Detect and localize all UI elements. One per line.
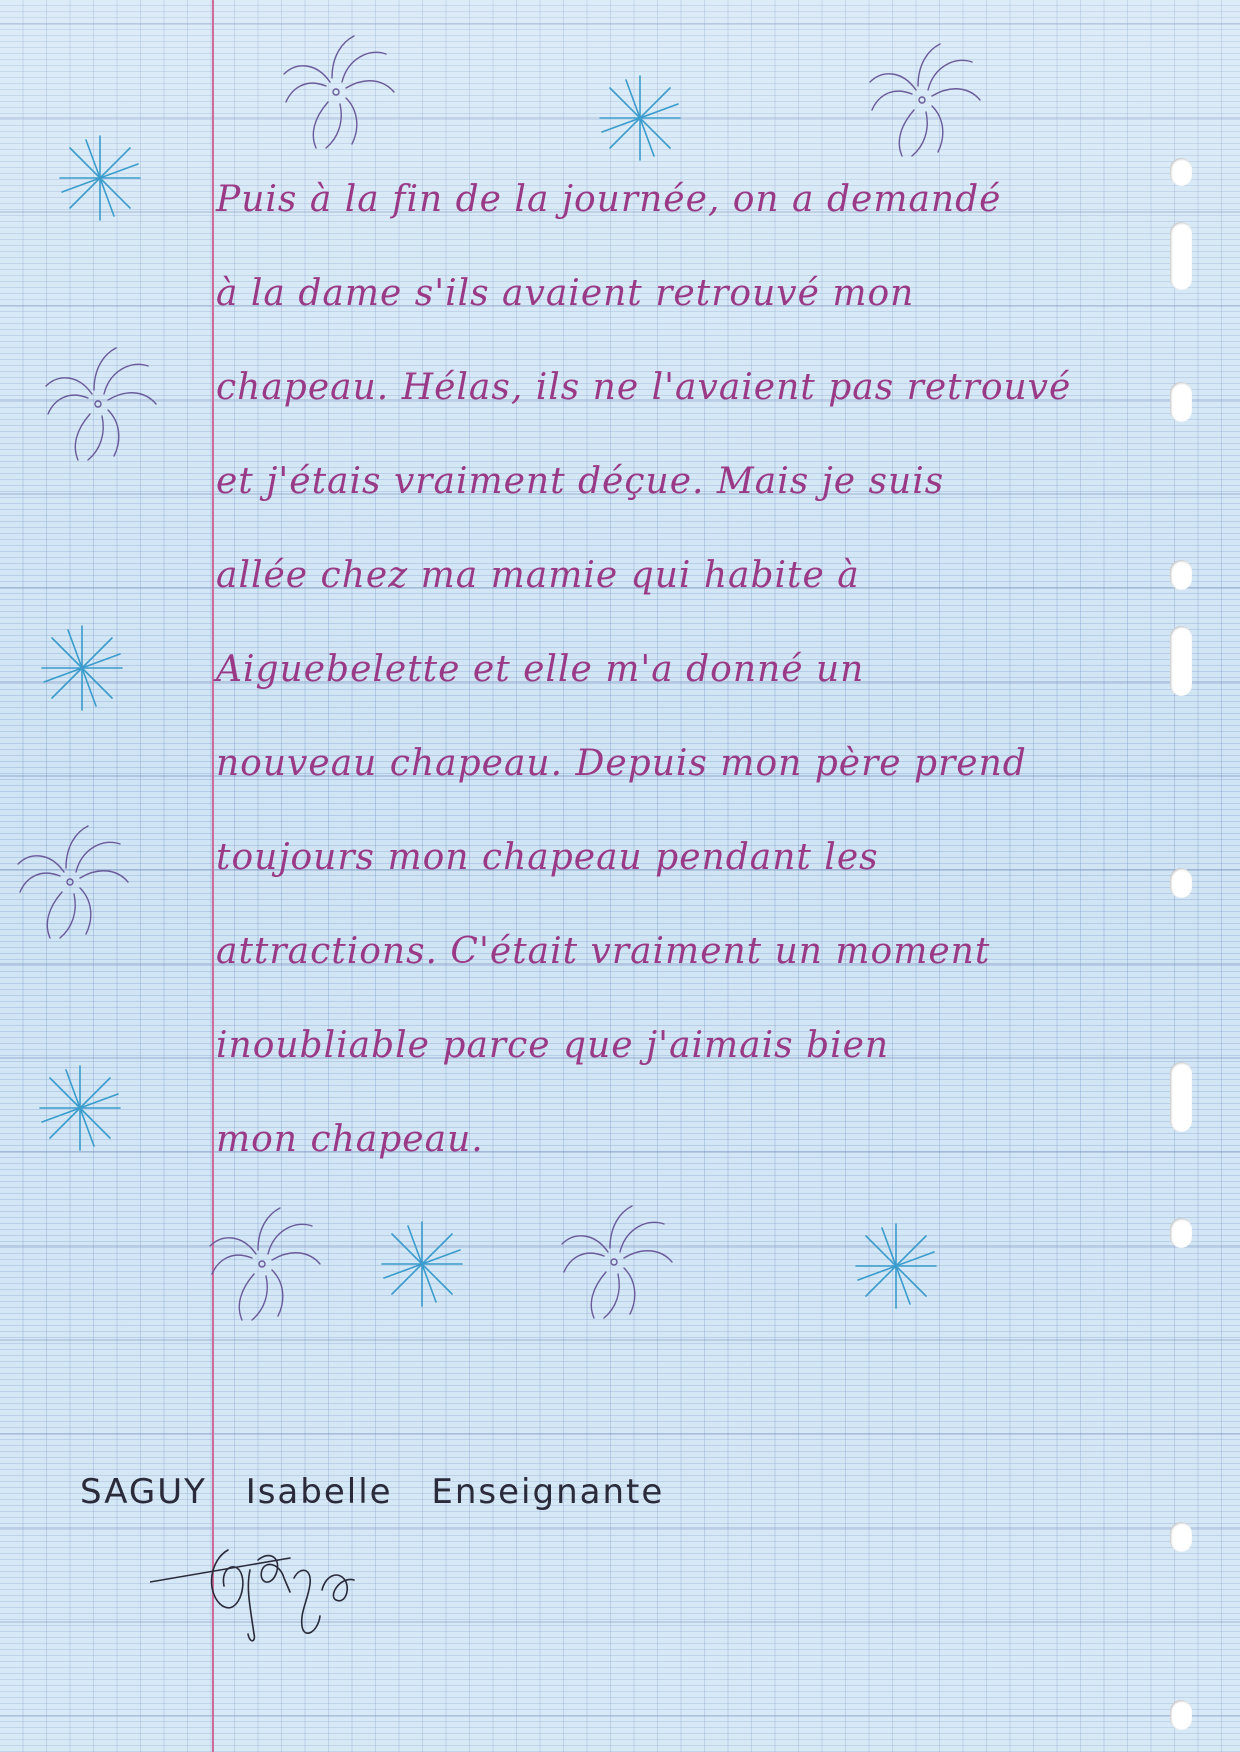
swirl-sun-icon [562,1206,672,1318]
swirl-sun-icon [210,1208,320,1320]
letter-line: et j'étais vraiment déçue. Mais je suis [216,461,945,502]
letter-line: Aiguebelette et elle m'a donné un [216,649,865,690]
letter-line: nouveau chapeau. Depuis mon père prend [216,743,1027,784]
swirl-sun-icon [18,826,128,938]
letter-line: chapeau. Hélas, ils ne l'avaient pas retrouvé [216,367,1072,408]
swirl-sun-icon [870,44,980,156]
teacher-surname: SAGUY [80,1472,207,1512]
swirl-sun-icon [284,36,394,148]
asterisk-star-icon [600,76,680,160]
asterisk-star-icon [40,1066,120,1150]
asterisk-star-icon [60,136,140,220]
teacher-first-name: Isabelle [245,1472,393,1512]
letter-line: attractions. C'était vraiment un moment [216,931,991,972]
letter-line: allée chez ma mamie qui habite à [216,555,860,596]
asterisk-star-icon [382,1222,462,1306]
swirl-sun-icon [46,348,156,460]
asterisk-star-icon [42,626,122,710]
asterisk-star-icon [856,1224,936,1308]
letter-line: inoubliable parce que j'aimais bien [216,1025,890,1066]
letter-line: toujours mon chapeau pendant les [216,837,879,878]
letter-line: à la dame s'ils avaient retrouvé mon [216,273,915,314]
teacher-role: Enseignante [431,1472,665,1512]
teacher-signature-line [80,1472,690,1512]
letter-line: mon chapeau. [216,1119,484,1160]
letter-line: Puis à la fin de la journée, on a demandé [216,179,1002,220]
handwritten-signature [150,1530,400,1650]
